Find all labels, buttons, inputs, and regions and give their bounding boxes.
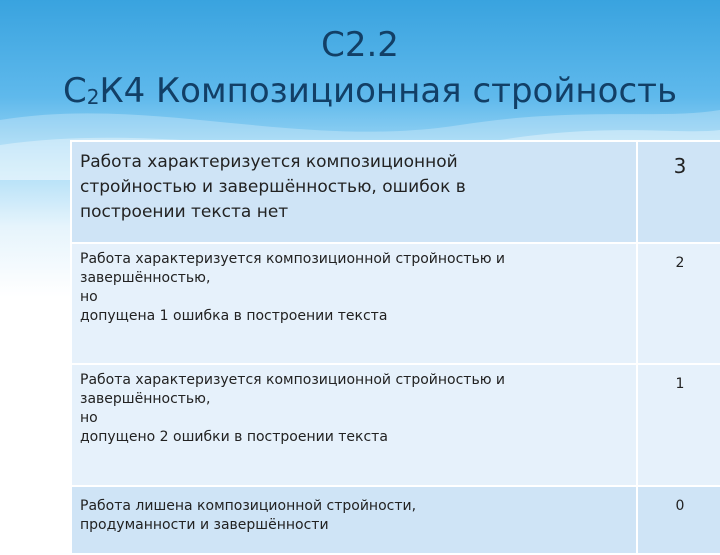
- title-subscript: 2: [86, 85, 100, 109]
- title-line-2: [0, 68, 720, 120]
- criterion-line: допущена 1 ошибка в построении текста: [80, 308, 388, 324]
- criterion-line: завершённостью,: [80, 270, 211, 286]
- criterion-line: Работа характеризуется композиционной стройностью и: [80, 251, 506, 267]
- criterion-line: но: [80, 410, 98, 426]
- criterion-line: построении текста нет: [80, 202, 289, 222]
- title-rest: К4 Композиционная стройность: [99, 71, 677, 111]
- criterion-cell: [71, 364, 637, 486]
- score-cell: 3: [637, 141, 720, 243]
- criterion-line: но: [80, 289, 98, 305]
- table-row: [71, 243, 720, 364]
- criterion-cell: [71, 141, 637, 243]
- criterion-line: Работа характеризуется композиционной: [80, 152, 458, 172]
- criterion-line: завершённостью,: [80, 391, 211, 407]
- criterion-cell: [71, 486, 637, 554]
- criterion-line: Работа лишена композиционной стройности,: [80, 498, 417, 514]
- table-row: [71, 486, 720, 554]
- table-row: [71, 364, 720, 486]
- criterion-line: продуманности и завершённости: [80, 517, 329, 533]
- title-line-1: С2.2: [321, 25, 399, 65]
- rubric-table: [70, 140, 720, 555]
- score-cell: 0: [637, 486, 720, 554]
- criterion-line: допущено 2 ошибки в построении текста: [80, 429, 388, 445]
- criterion-line: Работа характеризуется композиционной стройностью и: [80, 372, 506, 388]
- title-prefix: С: [62, 71, 87, 111]
- table-row: [71, 141, 720, 243]
- criterion-cell: [71, 243, 637, 364]
- score-cell: 1: [637, 364, 720, 486]
- score-cell: 2: [637, 243, 720, 364]
- slide-title: [0, 22, 720, 120]
- criterion-line: стройностью и завершённостью, ошибок в: [80, 177, 466, 197]
